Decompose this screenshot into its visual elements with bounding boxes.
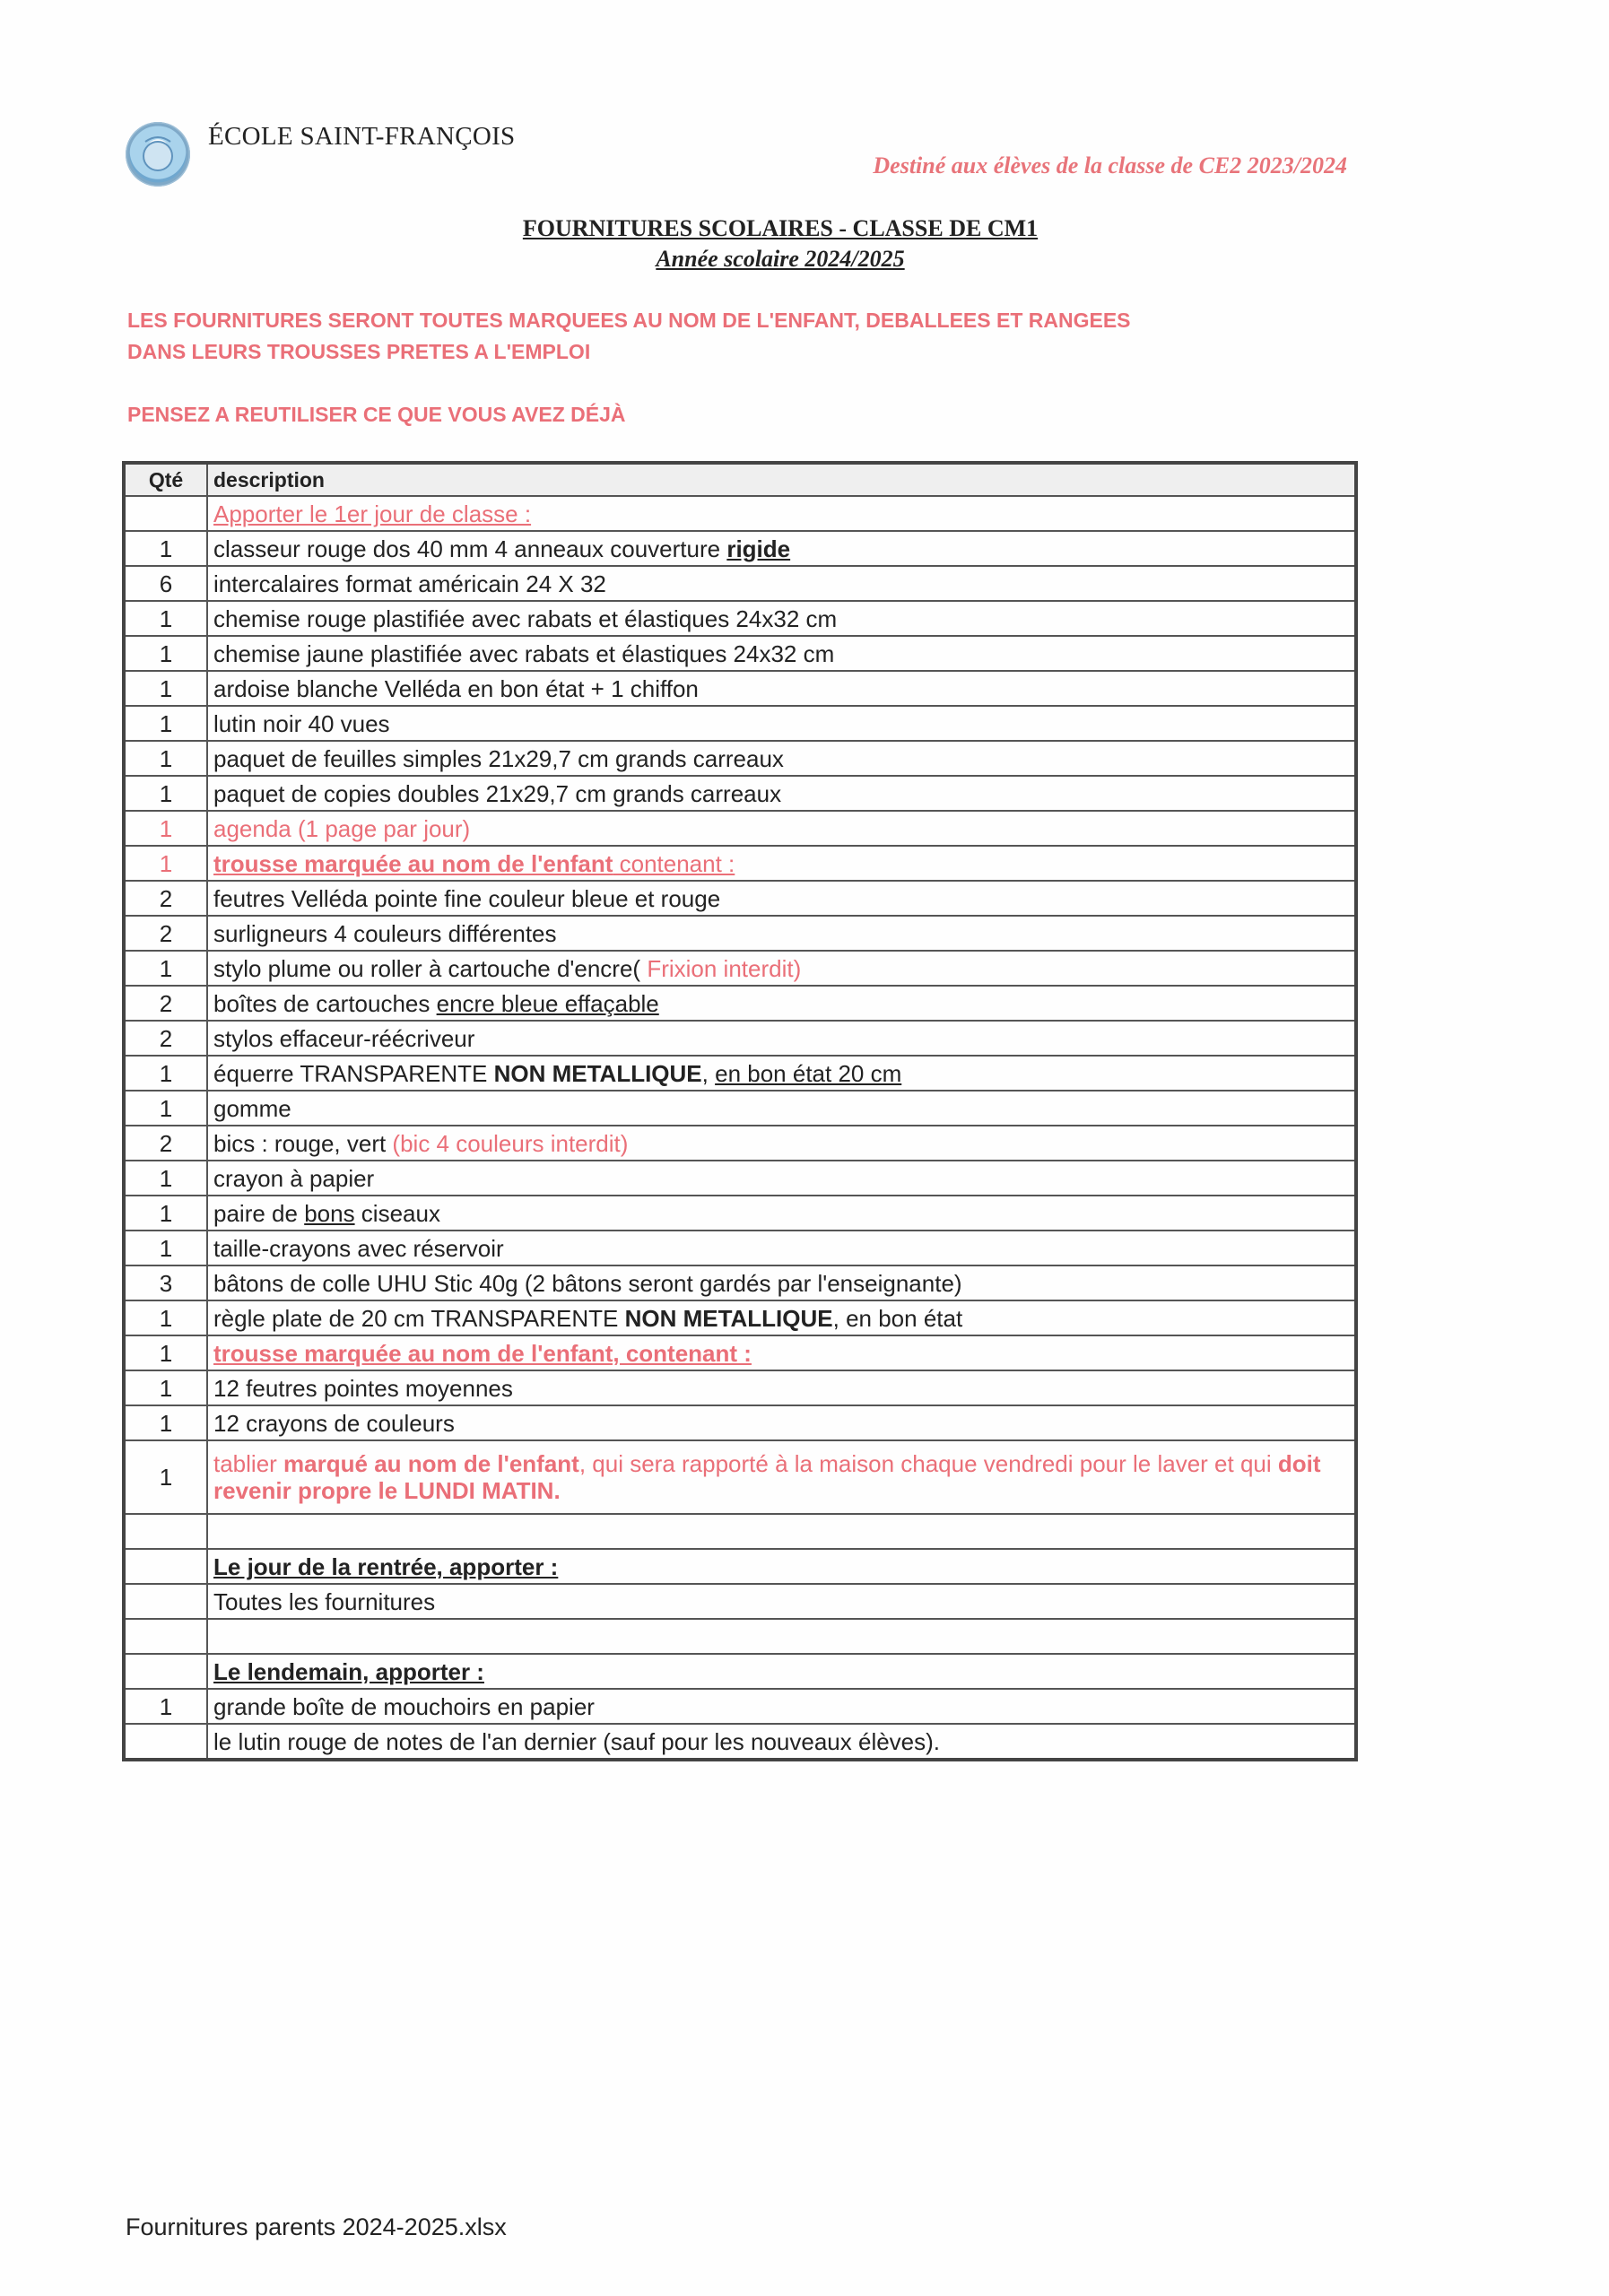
marking-notice <box>127 305 1131 368</box>
description-cell <box>207 741 1356 776</box>
table-row <box>124 1440 1356 1514</box>
description-text: crayon à papier <box>213 1164 375 1192</box>
table-row <box>124 496 1356 531</box>
description-text: équerre TRANSPARENTE <box>213 1059 494 1087</box>
table-row <box>124 601 1356 636</box>
description-text: 12 crayons de couleurs <box>213 1409 455 1437</box>
quantity-cell: 1 <box>124 1056 207 1091</box>
description-cell <box>207 636 1356 671</box>
table-row <box>124 1021 1356 1056</box>
description-cell <box>207 916 1356 951</box>
school-name: ÉCOLE SAINT-FRANÇOIS <box>208 122 516 151</box>
description-text: grande boîte de mouchoirs en papier <box>213 1692 595 1720</box>
quantity-cell: 1 <box>124 1231 207 1265</box>
table-row <box>124 741 1356 776</box>
description-cell <box>207 1231 1356 1265</box>
quantity-cell <box>124 1724 207 1760</box>
quantity-cell: 1 <box>124 531 207 566</box>
document-title: FOURNITURES SCOLAIRES - CLASSE DE CM1 <box>522 215 1039 241</box>
marking-notice-line-2: DANS LEURS TROUSSES PRETES A L'EMPLOI <box>127 340 591 363</box>
quantity-cell: 1 <box>124 706 207 741</box>
quantity-cell: 2 <box>124 986 207 1021</box>
table-row <box>124 671 1356 706</box>
description-cell <box>207 706 1356 741</box>
description-cell <box>207 846 1356 881</box>
description-text: (bic 4 couleurs interdit) <box>392 1129 629 1157</box>
table-row <box>124 1265 1356 1300</box>
table-row <box>124 566 1356 601</box>
school-logo-graphic <box>126 122 190 187</box>
description-text: chemise jaune plastifiée avec rabats et élastiques 24x32 cm <box>213 639 835 667</box>
description-text: contenant : <box>613 849 735 877</box>
description-text: NON METALLIQUE <box>493 1059 702 1087</box>
quantity-cell: 1 <box>124 951 207 986</box>
table-row <box>124 1654 1356 1689</box>
table-row <box>124 1549 1356 1584</box>
description-cell <box>207 1405 1356 1440</box>
description-cell <box>207 1161 1356 1196</box>
supplies-table-body <box>124 496 1356 1760</box>
description-cell <box>207 531 1356 566</box>
school-logo-icon <box>126 122 190 187</box>
description-text: paquet de feuilles simples 21x29,7 cm grands carreaux <box>213 744 784 772</box>
marking-notice-line-1: LES FOURNITURES SERONT TOUTES MARQUEES AU NOM DE L'ENFANT, DEBALLEES ET RANGEES <box>127 309 1131 332</box>
table-row <box>124 1056 1356 1091</box>
quantity-cell <box>124 1619 207 1654</box>
quantity-cell <box>124 1549 207 1584</box>
description-text: NON METALLIQUE <box>624 1304 833 1332</box>
quantity-cell: 1 <box>124 1405 207 1440</box>
description-text: en bon état 20 cm <box>715 1059 902 1087</box>
description-text: Frixion interdit) <box>647 954 802 982</box>
quantity-cell: 1 <box>124 846 207 881</box>
description-cell <box>207 1689 1356 1724</box>
description-text: encre bleue effaçable <box>436 989 659 1017</box>
table-row <box>124 1126 1356 1161</box>
quantity-cell <box>124 1654 207 1689</box>
table-row <box>124 776 1356 811</box>
table-row <box>124 1370 1356 1405</box>
quantity-cell: 1 <box>124 1335 207 1370</box>
description-cell <box>207 496 1356 531</box>
quantity-cell: 3 <box>124 1265 207 1300</box>
description-text: , qui sera rapporté à la maison chaque vendredi pour le laver et qui <box>578 1450 1278 1477</box>
description-text: feutres Velléda pointe fine couleur bleue et rouge <box>213 884 721 912</box>
description-text: gomme <box>213 1094 291 1122</box>
description-text: classeur rouge dos 40 mm 4 anneaux couverture <box>213 535 727 562</box>
quantity-cell: 1 <box>124 811 207 846</box>
table-row <box>124 1405 1356 1440</box>
description-text: rigide <box>726 535 791 562</box>
table-row <box>124 881 1356 916</box>
description-text: bâtons de colle UHU Stic 40g (2 bâtons seront gardés par l'enseignante) <box>213 1269 962 1297</box>
description-text: paire de <box>213 1199 305 1227</box>
table-row <box>124 1689 1356 1724</box>
description-text: , en bon état <box>832 1304 963 1332</box>
quantity-cell: 1 <box>124 671 207 706</box>
description-text: intercalaires format américain 24 X 32 <box>213 570 606 597</box>
description-cell <box>207 1440 1356 1514</box>
description-cell <box>207 1724 1356 1760</box>
table-row <box>124 1619 1356 1654</box>
description-cell <box>207 601 1356 636</box>
description-cell <box>207 1370 1356 1405</box>
description-text: Apporter le 1er jour de classe : <box>213 500 532 527</box>
column-header-description: description <box>207 463 1356 496</box>
quantity-cell <box>124 1514 207 1549</box>
description-text: surligneurs 4 couleurs différentes <box>213 919 557 947</box>
description-cell <box>207 1021 1356 1056</box>
table-row <box>124 1231 1356 1265</box>
description-cell <box>207 1091 1356 1126</box>
description-cell <box>207 1549 1356 1584</box>
description-text: agenda (1 page par jour) <box>213 814 471 842</box>
audience-note: Destiné aux élèves de la classe de CE2 2023/2024 <box>873 152 1347 178</box>
description-cell <box>207 1126 1356 1161</box>
description-text: taille-crayons avec réservoir <box>213 1234 504 1262</box>
description-text: stylo plume ou roller à cartouche d'encre( <box>213 954 648 982</box>
description-cell <box>207 1196 1356 1231</box>
description-text: règle plate de 20 cm TRANSPARENTE <box>213 1304 625 1332</box>
quantity-cell: 2 <box>124 1126 207 1161</box>
quantity-cell: 6 <box>124 566 207 601</box>
description-text: stylos effaceur-réécriveur <box>213 1024 475 1052</box>
quantity-cell: 1 <box>124 1196 207 1231</box>
description-cell <box>207 1584 1356 1619</box>
description-cell <box>207 881 1356 916</box>
description-cell <box>207 671 1356 706</box>
table-row <box>124 846 1356 881</box>
quantity-cell: 2 <box>124 881 207 916</box>
table-row <box>124 1196 1356 1231</box>
description-cell <box>207 1265 1356 1300</box>
table-header-row <box>124 463 1356 496</box>
table-row <box>124 1584 1356 1619</box>
description-text: bons <box>304 1199 355 1227</box>
description-cell <box>207 811 1356 846</box>
table-row <box>124 706 1356 741</box>
description-cell <box>207 1654 1356 1689</box>
table-row <box>124 811 1356 846</box>
table-row <box>124 1335 1356 1370</box>
description-cell <box>207 1514 1356 1549</box>
quantity-cell: 1 <box>124 1091 207 1126</box>
description-text: doit revenir propre le LUNDI MATIN. <box>213 1450 1321 1504</box>
column-header-qty: Qté <box>124 463 207 496</box>
table-row <box>124 1091 1356 1126</box>
description-text: tablier <box>213 1450 284 1477</box>
description-text: bics : rouge, vert <box>213 1129 393 1157</box>
description-text: lutin noir 40 vues <box>213 709 390 737</box>
quantity-cell: 2 <box>124 1021 207 1056</box>
quantity-cell: 1 <box>124 1689 207 1724</box>
table-row <box>124 951 1356 986</box>
description-cell <box>207 1056 1356 1091</box>
description-text: chemise rouge plastifiée avec rabats et élastiques 24x32 cm <box>213 604 838 632</box>
table-row <box>124 1300 1356 1335</box>
description-cell <box>207 951 1356 986</box>
quantity-cell <box>124 1584 207 1619</box>
description-cell <box>207 1335 1356 1370</box>
table-row <box>124 916 1356 951</box>
description-cell <box>207 1619 1356 1654</box>
table-row <box>124 1724 1356 1760</box>
quantity-cell: 1 <box>124 1440 207 1514</box>
table-row <box>124 1514 1356 1549</box>
description-text: marqué au nom de l'enfant <box>283 1450 579 1477</box>
footer-filename: Fournitures parents 2024-2025.xlsx <box>126 2213 507 2240</box>
description-text: trousse marquée au nom de l'enfant <box>213 849 613 877</box>
description-cell <box>207 776 1356 811</box>
table-row <box>124 986 1356 1021</box>
quantity-cell: 1 <box>124 1370 207 1405</box>
quantity-cell: 2 <box>124 916 207 951</box>
description-text: ciseaux <box>354 1199 440 1227</box>
quantity-cell: 1 <box>124 601 207 636</box>
quantity-cell: 1 <box>124 636 207 671</box>
supplies-table <box>122 461 1358 1761</box>
quantity-cell: 1 <box>124 741 207 776</box>
description-text: , <box>701 1059 716 1087</box>
description-text: boîtes de cartouches <box>213 989 437 1017</box>
description-text: ardoise blanche Velléda en bon état + 1 chiffon <box>213 674 699 702</box>
quantity-cell: 1 <box>124 1161 207 1196</box>
table-row <box>124 531 1356 566</box>
description-text: le lutin rouge de notes de l'an dernier (sauf pour les nouveaux élèves). <box>213 1727 941 1755</box>
description-cell <box>207 986 1356 1021</box>
description-text: Le lendemain, apporter : <box>213 1657 484 1685</box>
description-text: Le jour de la rentrée, apporter : <box>213 1552 559 1580</box>
description-text: paquet de copies doubles 21x29,7 cm grands carreaux <box>213 779 782 807</box>
table-row <box>124 636 1356 671</box>
description-text: trousse marquée au nom de l'enfant, contenant : <box>213 1339 752 1367</box>
description-text: 12 feutres pointes moyennes <box>213 1374 513 1402</box>
reuse-notice: PENSEZ A REUTILISER CE QUE VOUS AVEZ DÉJÀ <box>127 403 626 426</box>
document-subtitle: Année scolaire 2024/2025 <box>656 246 905 272</box>
description-cell <box>207 1300 1356 1335</box>
quantity-cell <box>124 496 207 531</box>
quantity-cell: 1 <box>124 1300 207 1335</box>
description-text: Toutes les fournitures <box>213 1587 436 1615</box>
description-cell <box>207 566 1356 601</box>
table-row <box>124 1161 1356 1196</box>
quantity-cell: 1 <box>124 776 207 811</box>
